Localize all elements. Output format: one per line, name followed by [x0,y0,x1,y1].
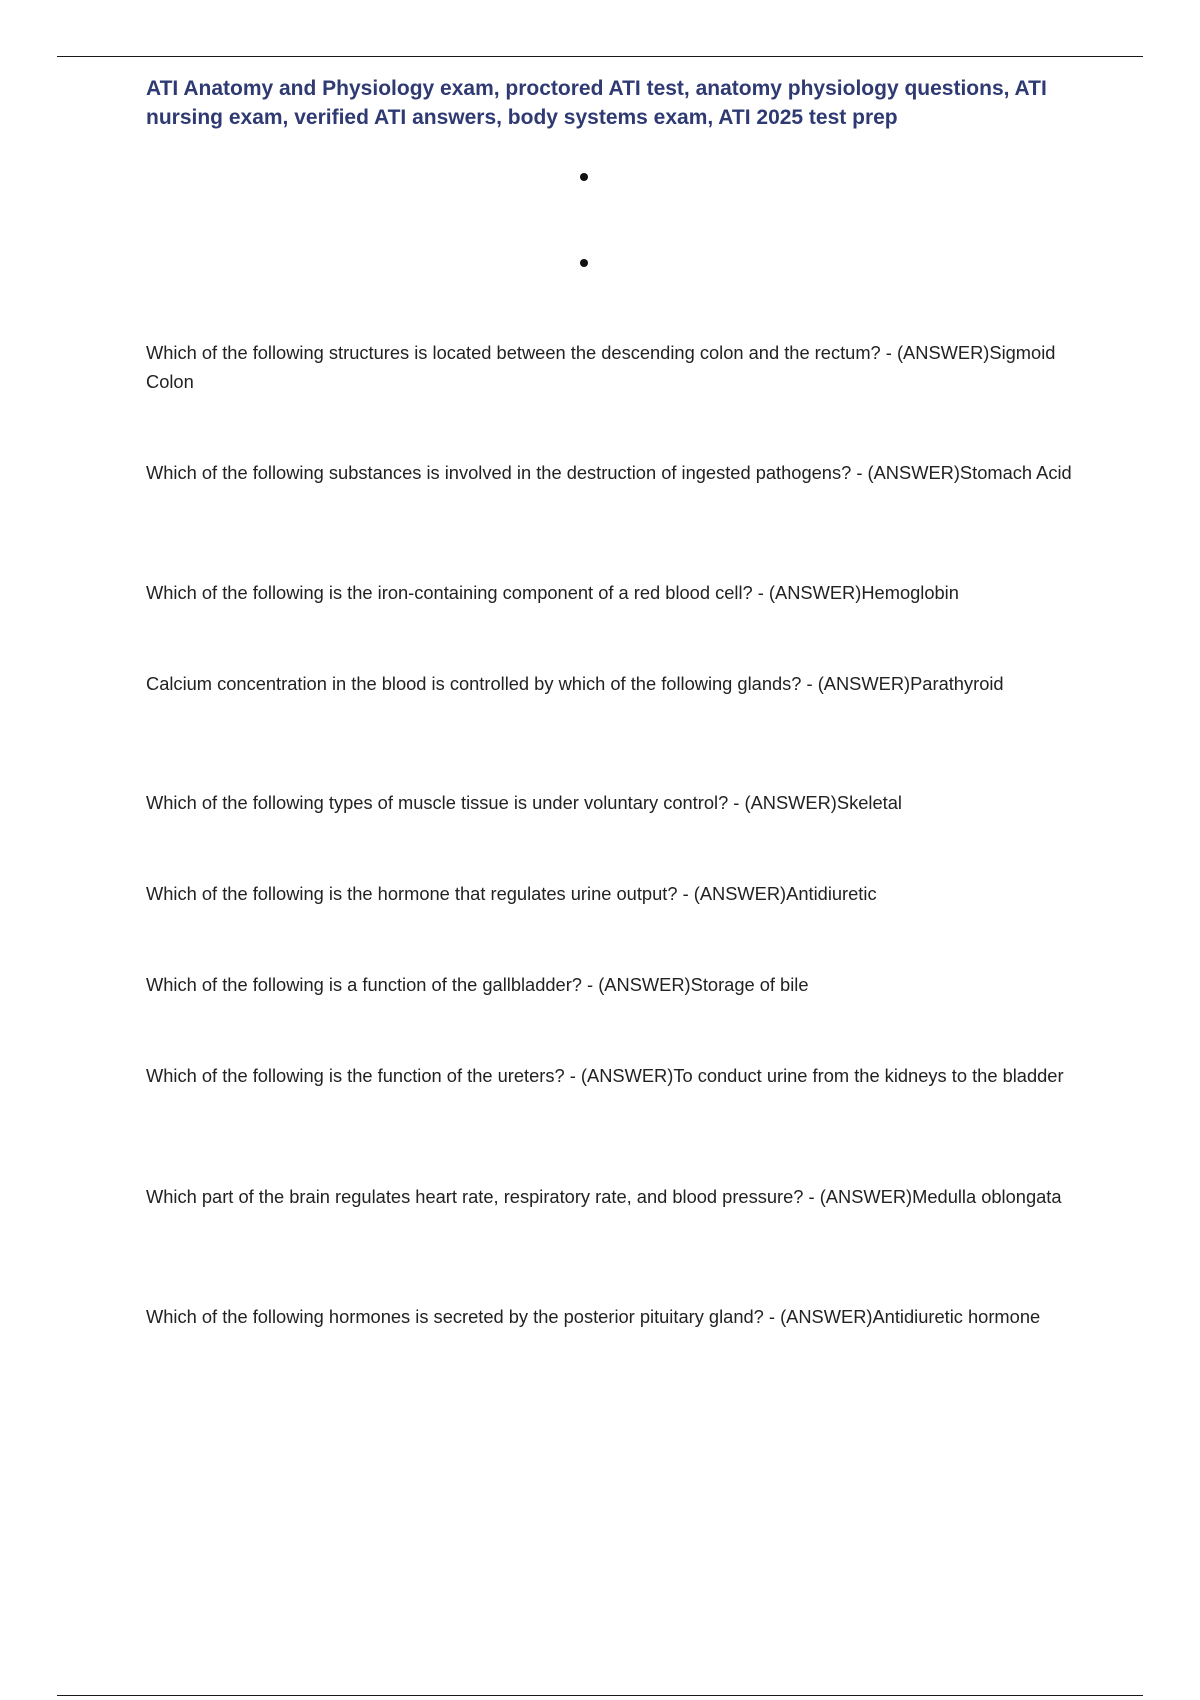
qa-item: Which of the following is a function of the gallbladder? - (ANSWER)Storage of bile [146,974,809,995]
qa-item: Which part of the brain regulates heart rate, respiratory rate, and blood pressure? - (ANSWER)Medulla oblongata [146,1186,1062,1207]
qa-item: Which of the following hormones is secreted by the posterior pituitary gland? - (ANSWER)Antidiuretic hormone [146,1306,1041,1327]
qa-item: Which of the following is the function of the ureters? - (ANSWER)To conduct urine from the kidneys to the bladder [146,1065,1064,1086]
qa-item: Which of the following is the iron-containing component of a red blood cell? - (ANSWER)Hemoglobin [146,582,959,603]
qa-item: Calcium concentration in the blood is controlled by which of the following glands? - (ANSWER)Parathyroid [146,673,1004,694]
document-title: ATI Anatomy and Physiology exam, proctored ATI test, anatomy physiology questions, ATI nursing exam, verified ATI answers, body systems exam, ATI 2025 test prep [146,77,1047,129]
bullet-icon [580,259,588,267]
qa-item: Which of the following is the hormone that regulates urine output? - (ANSWER)Antidiuretic [146,883,877,904]
qa-item: Which of the following structures is located between the descending colon and the rectum? - (ANSWER)Sigmoid Colon [146,342,1056,392]
bottom-divider [57,1695,1143,1696]
top-divider [57,56,1143,57]
qa-item: Which of the following types of muscle tissue is under voluntary control? - (ANSWER)Skeletal [146,792,902,813]
bullet-icon [580,173,588,181]
qa-item: Which of the following substances is involved in the destruction of ingested pathogens? - (ANSWER)Stomach Acid [146,462,1072,483]
